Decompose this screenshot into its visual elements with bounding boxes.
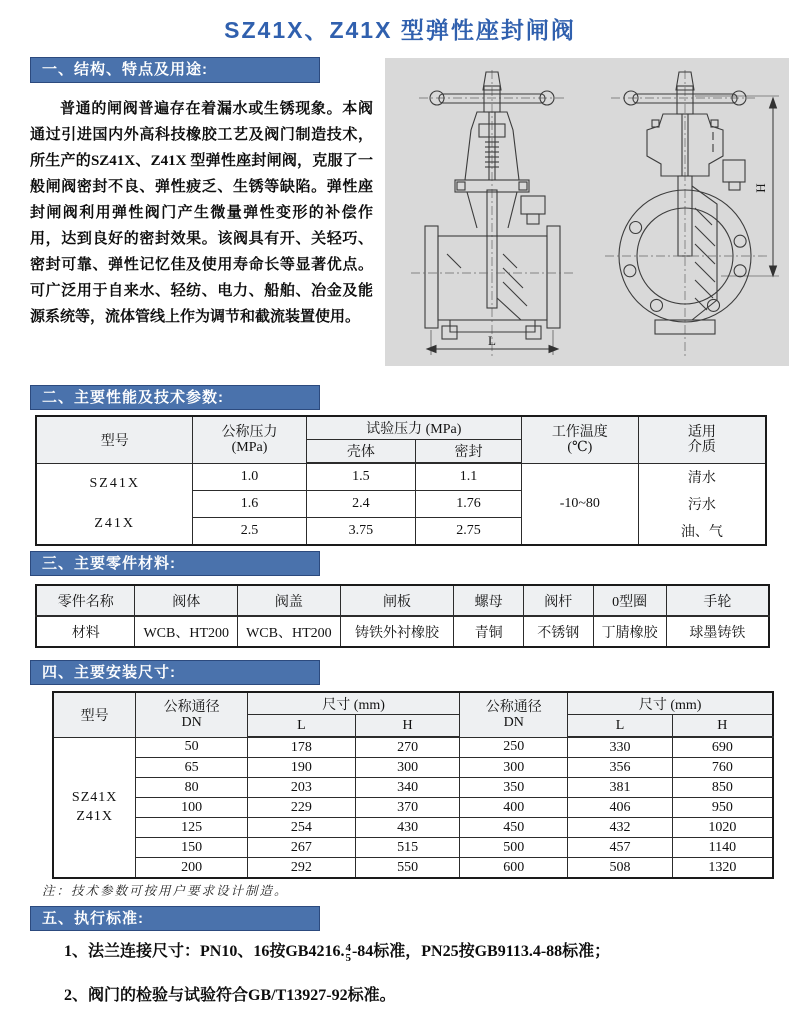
model-name: Z41X [94, 515, 136, 531]
header-height: H [355, 715, 459, 738]
table-cell: 1.76 [416, 491, 522, 518]
header-applicable-medium: 适用 介质 [638, 416, 766, 463]
table-cell: 65 [136, 758, 248, 778]
table-row [53, 818, 773, 838]
medium-cell: 清水 污水 油、气 [638, 463, 766, 545]
table-cell: 690 [672, 737, 773, 758]
table-cell: 370 [355, 798, 459, 818]
table-cell: 80 [136, 778, 248, 798]
model-cell [53, 737, 136, 878]
table-cell: 200 [136, 858, 248, 879]
header-bonnet: 阀盖 [238, 585, 341, 616]
table-cell: 760 [672, 758, 773, 778]
fraction-4-5: 4 5 [345, 942, 351, 964]
table-header-row [53, 692, 773, 715]
table-cell: 515 [355, 838, 459, 858]
model-name: SZ41X [89, 475, 140, 491]
table-cell: 406 [568, 798, 672, 818]
header-size-mm: 尺寸 (mm) [247, 692, 459, 715]
table-cell: 450 [460, 818, 568, 838]
table-row [53, 758, 773, 778]
table-cell: 550 [355, 858, 459, 879]
table-cell: 铸铁外衬橡胶 [340, 616, 454, 647]
table-cell: 500 [460, 838, 568, 858]
dimension-label-H: H [753, 183, 768, 193]
table-cell: 254 [247, 818, 355, 838]
table-cell: WCB、HT200 [238, 616, 341, 647]
table-cell: 190 [247, 758, 355, 778]
table-cell: 350 [460, 778, 568, 798]
header-seal: 密封 [416, 440, 522, 464]
table-cell: 1140 [672, 838, 773, 858]
table-cell: 508 [568, 858, 672, 879]
header-o-ring: 0型圈 [593, 585, 666, 616]
section-3-heading: 三、主要零件材料: [30, 551, 320, 576]
table-cell: 1.0 [193, 463, 306, 491]
table-row [53, 858, 773, 879]
dimension-label-L: L [488, 333, 496, 348]
valve-front-view-drawing [597, 68, 787, 360]
table-cell: 356 [568, 758, 672, 778]
table-row [36, 463, 766, 491]
table-cell: 3.75 [306, 518, 416, 546]
section-4-heading: 四、主要安装尺寸: [30, 660, 320, 685]
header-nut: 螺母 [454, 585, 524, 616]
table-cell: 2.4 [306, 491, 416, 518]
table-cell: 292 [247, 858, 355, 879]
model-name: SZ41X [71, 790, 118, 806]
table-cell: 2.5 [193, 518, 306, 546]
temperature-cell: -10~80 [521, 463, 638, 545]
table-cell: 300 [460, 758, 568, 778]
table-row [53, 778, 773, 798]
header-length: L [568, 715, 672, 738]
page-title: SZ41X、Z41X 型弹性座封闸阀 [224, 17, 576, 43]
standard-item-1: 1、法兰连接尺寸：PN10、16按GB4216. 4 5 -84标准，PN25按GB9113.4-88标准； [64, 942, 611, 964]
model-name: Z41X [76, 809, 113, 825]
table-cell: 457 [568, 838, 672, 858]
table-cell: WCB、HT200 [135, 616, 238, 647]
header-nominal-diameter: 公称通径 DN [136, 692, 248, 737]
table-cell: 178 [247, 737, 355, 758]
table-cell: 2.75 [416, 518, 522, 546]
header-working-temperature: 工作温度 (℃) [521, 416, 638, 463]
table-cell: 340 [355, 778, 459, 798]
performance-table [35, 415, 767, 546]
header-height: H [672, 715, 773, 738]
table-row [53, 737, 773, 758]
table-cell: 950 [672, 798, 773, 818]
table-row [36, 616, 769, 647]
table-cell: 50 [136, 737, 248, 758]
intro-paragraph: 普通的闸阀普遍存在着漏水或生锈现象。本阀通过引进国内外高科技橡胶工艺及阀门制造技术，所生产的SZ41X、Z41X 型弹性座封闸阀，克服了一般闸阀密封不良、弹性疲乏、生锈等缺陷。弹性座封闸阀利用弹性阀门产生微量弹性变形的补偿作用，达到良好的密封效果。该阀具有开、关轻巧、密封可靠、弹性记忆佳及使用寿命长等显著优点。可广泛用于自来水、轻纺、电力、船舶、冶金及能源系统等，流体管线上作为调节和截流装置使用。 [30, 101, 373, 325]
header-nominal-pressure: 公称压力 (MPa) [193, 416, 306, 463]
table-cell: 丁腈橡胶 [593, 616, 666, 647]
header-gate: 闸板 [340, 585, 454, 616]
dimensions-table [52, 691, 774, 879]
header-test-pressure: 试验压力 (MPa) [306, 416, 521, 440]
header-part-name: 零件名称 [36, 585, 135, 616]
table-row [53, 838, 773, 858]
table-cell: 1320 [672, 858, 773, 879]
header-model: 型号 [53, 692, 136, 737]
table-cell: 125 [136, 818, 248, 838]
table-header-row [36, 585, 769, 616]
model-cell [36, 463, 193, 545]
table-cell: 材料 [36, 616, 135, 647]
header-stem: 阀杆 [523, 585, 593, 616]
table-cell: 1.1 [416, 463, 522, 491]
table-cell: 300 [355, 758, 459, 778]
table-cell: 203 [247, 778, 355, 798]
standard-item-2: 2、阀门的检验与试验符合GB/T13927-92标准。 [64, 987, 396, 1004]
table-cell: 1020 [672, 818, 773, 838]
table-cell: 球墨铸铁 [666, 616, 769, 647]
table-header-row [36, 416, 766, 440]
table-cell: 400 [460, 798, 568, 818]
table-cell: 270 [355, 737, 459, 758]
header-shell: 壳体 [306, 440, 416, 464]
table-cell: 381 [568, 778, 672, 798]
materials-table [35, 584, 770, 648]
table-cell: 850 [672, 778, 773, 798]
table-cell: 250 [460, 737, 568, 758]
header-model: 型号 [36, 416, 193, 463]
table-cell: 100 [136, 798, 248, 818]
table-cell: 330 [568, 737, 672, 758]
table-cell: 600 [460, 858, 568, 879]
section-1-heading: 一、结构、特点及用途: [30, 57, 320, 83]
table-cell: 432 [568, 818, 672, 838]
header-length: L [247, 715, 355, 738]
table-row [53, 798, 773, 818]
header-body: 阀体 [135, 585, 238, 616]
valve-drawings-panel [385, 58, 789, 366]
table-cell: 267 [247, 838, 355, 858]
table-cell: 150 [136, 838, 248, 858]
table-cell: 1.5 [306, 463, 416, 491]
valve-side-view-drawing [405, 68, 580, 360]
table-cell: 不锈钢 [523, 616, 593, 647]
table-note: 注：技术参数可按用户要求设计制造。 [42, 884, 289, 898]
table-cell: 青铜 [454, 616, 524, 647]
table-cell: 229 [247, 798, 355, 818]
section-5-heading: 五、执行标准: [30, 906, 320, 931]
section-2-heading: 二、主要性能及技术参数: [30, 385, 320, 410]
header-handwheel: 手轮 [666, 585, 769, 616]
table-cell: 1.6 [193, 491, 306, 518]
header-nominal-diameter: 公称通径 DN [460, 692, 568, 737]
header-size-mm: 尺寸 (mm) [568, 692, 773, 715]
table-cell: 430 [355, 818, 459, 838]
